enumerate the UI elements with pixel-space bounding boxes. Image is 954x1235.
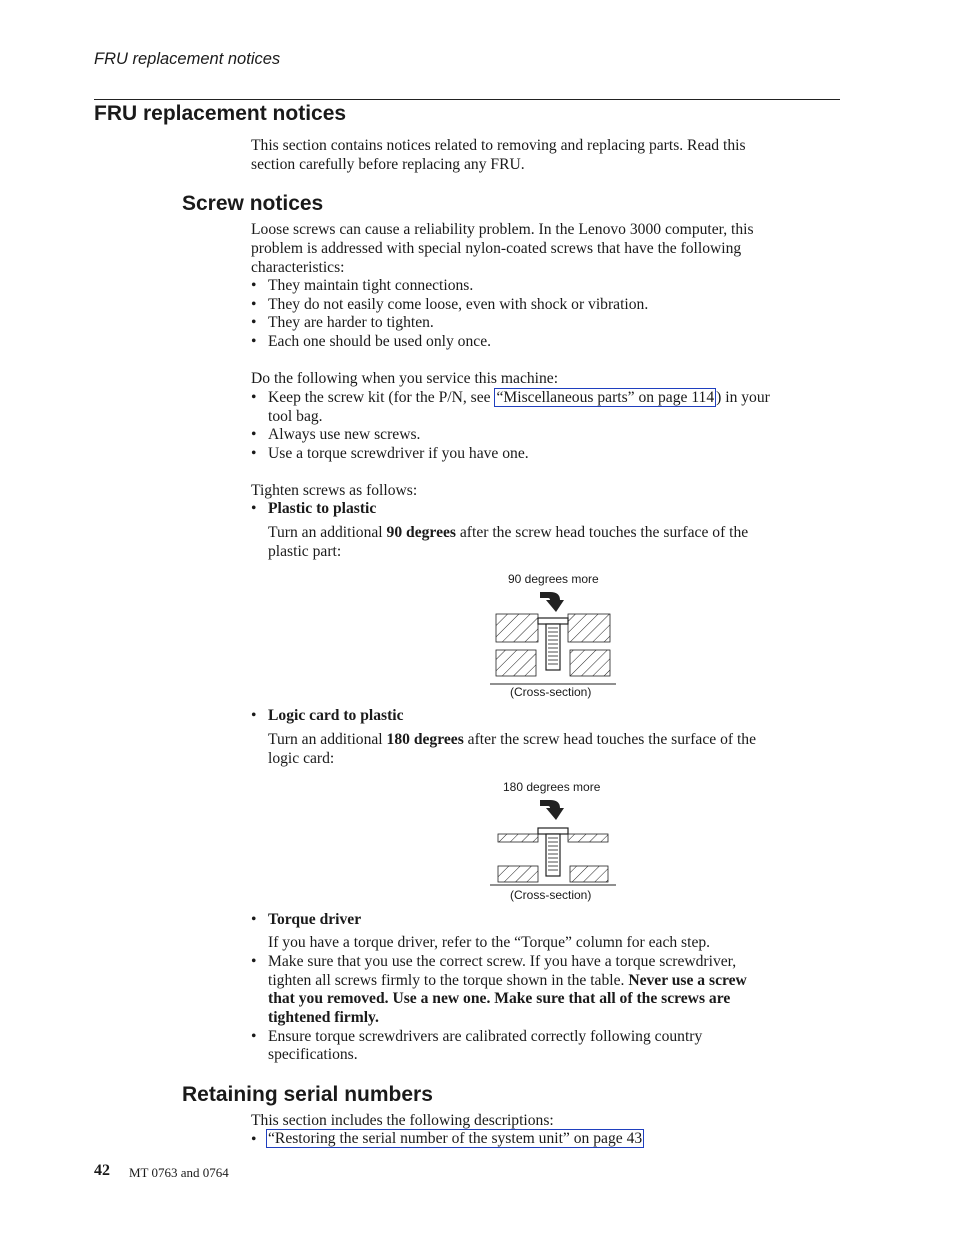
- torque-title: Torque driver: [268, 911, 362, 928]
- figure-caption-bottom: (Cross-section): [510, 888, 592, 902]
- logic-title: Logic card to plastic: [268, 707, 404, 724]
- logic-screw-figure: [488, 796, 620, 890]
- calibrated-line-2: specifications.: [268, 1046, 358, 1063]
- bullet-icon: •: [251, 1028, 257, 1045]
- torque-text: If you have a torque driver, refer to the “Torque” column for each step.: [268, 934, 711, 951]
- calibrated-line-1: Ensure torque screwdrivers are calibrated correctly following country: [268, 1028, 703, 1045]
- bullet-icon: •: [251, 277, 257, 294]
- footer-model: MT 0763 and 0764: [129, 1165, 229, 1180]
- logic-text: [268, 731, 756, 749]
- plastic-screw-figure: [488, 588, 620, 688]
- page-number: 42: [94, 1162, 110, 1179]
- plastic-text-post: after the screw head touches the surface of the: [455, 524, 749, 541]
- bullet-icon: •: [251, 445, 257, 462]
- list-item: [266, 1130, 644, 1148]
- serial-intro: This section includes the following descriptions:: [251, 1112, 554, 1129]
- bullet-icon: •: [251, 911, 257, 928]
- bullet-icon: •: [251, 426, 257, 443]
- screw-intro-line-2: problem is addressed with special nylon-coated screws that have the following: [251, 240, 742, 257]
- plastic-degrees: 90 degrees: [386, 524, 456, 541]
- misc-parts-link[interactable]: “Miscellaneous parts” on page 114: [496, 389, 715, 406]
- plastic-title: Plastic to plastic: [268, 500, 377, 517]
- header-rule: [94, 99, 840, 100]
- plastic-text-cont: plastic part:: [268, 543, 342, 560]
- plastic-text: [268, 524, 748, 542]
- rotation-arrow-icon: [540, 592, 564, 612]
- list-item: They do not easily come loose, even with shock or vibration.: [268, 296, 649, 313]
- section-heading-fru: FRU replacement notices: [94, 102, 347, 125]
- correct-screw-line-1: Make sure that you use the correct screw. If you have a torque screwdriver,: [268, 953, 737, 970]
- list-item: They maintain tight connections.: [268, 277, 474, 294]
- service-item-1-cont: tool bag.: [268, 408, 323, 425]
- restore-serial-link[interactable]: “Restoring the serial number of the system unit” on page 43: [268, 1130, 643, 1147]
- correct-screw-line-3: that you removed. Use a new one. Make sure that all of the screws are: [268, 990, 731, 1007]
- logic-degrees: 180 degrees: [386, 731, 464, 748]
- bullet-icon: •: [251, 333, 257, 350]
- correct-screw-line-2: [268, 972, 747, 990]
- list-item: Always use new screws.: [268, 426, 421, 443]
- service-item-1-post: ) in your: [716, 389, 770, 406]
- plastic-text-pre: Turn an additional: [268, 524, 387, 541]
- screw-intro-line-3: characteristics:: [251, 259, 345, 276]
- figure-caption-bottom: (Cross-section): [510, 685, 592, 699]
- bullet-icon: •: [251, 953, 257, 970]
- list-item: Each one should be used only once.: [268, 333, 492, 350]
- logic-text-cont: logic card:: [268, 750, 335, 767]
- bullet-icon: •: [251, 296, 257, 313]
- bullet-icon: •: [251, 314, 257, 331]
- bullet-icon: •: [251, 500, 257, 517]
- list-item: They are harder to tighten.: [268, 314, 434, 331]
- bullet-icon: •: [251, 389, 257, 406]
- bullet-icon: •: [251, 1131, 257, 1148]
- figure-caption-top: 180 degrees more: [503, 780, 601, 794]
- logic-text-pre: Turn an additional: [268, 731, 387, 748]
- tighten-intro: Tighten screws as follows:: [251, 482, 418, 499]
- screw-intro-line-1: Loose screws can cause a reliability problem. In the Lenovo 3000 computer, this: [251, 221, 754, 238]
- correct-screw-line-4: tightened firmly.: [268, 1009, 379, 1026]
- fru-intro-line-1: This section contains notices related to removing and replacing parts. Read this: [251, 137, 746, 154]
- correct-screw-line-2-bold: Never use a screw: [628, 972, 747, 989]
- fru-intro-line-2: section carefully before replacing any FRU.: [251, 156, 525, 173]
- correct-screw-line-2-pre: tighten all screws firmly to the torque shown in the table.: [268, 972, 629, 989]
- service-intro: Do the following when you service this machine:: [251, 370, 559, 387]
- running-header: FRU replacement notices: [94, 50, 281, 68]
- bullet-icon: •: [251, 707, 257, 724]
- list-item: [268, 389, 770, 407]
- service-item-1-text: Keep the screw kit (for the P/N, see: [268, 389, 495, 406]
- logic-text-post: after the screw head touches the surface of the: [463, 731, 757, 748]
- section-heading-screw: Screw notices: [182, 192, 324, 215]
- list-item: Use a torque screwdriver if you have one.: [268, 445, 529, 462]
- section-heading-serial: Retaining serial numbers: [182, 1083, 433, 1106]
- figure-caption-top: 90 degrees more: [508, 572, 599, 586]
- rotation-arrow-icon: [540, 800, 564, 820]
